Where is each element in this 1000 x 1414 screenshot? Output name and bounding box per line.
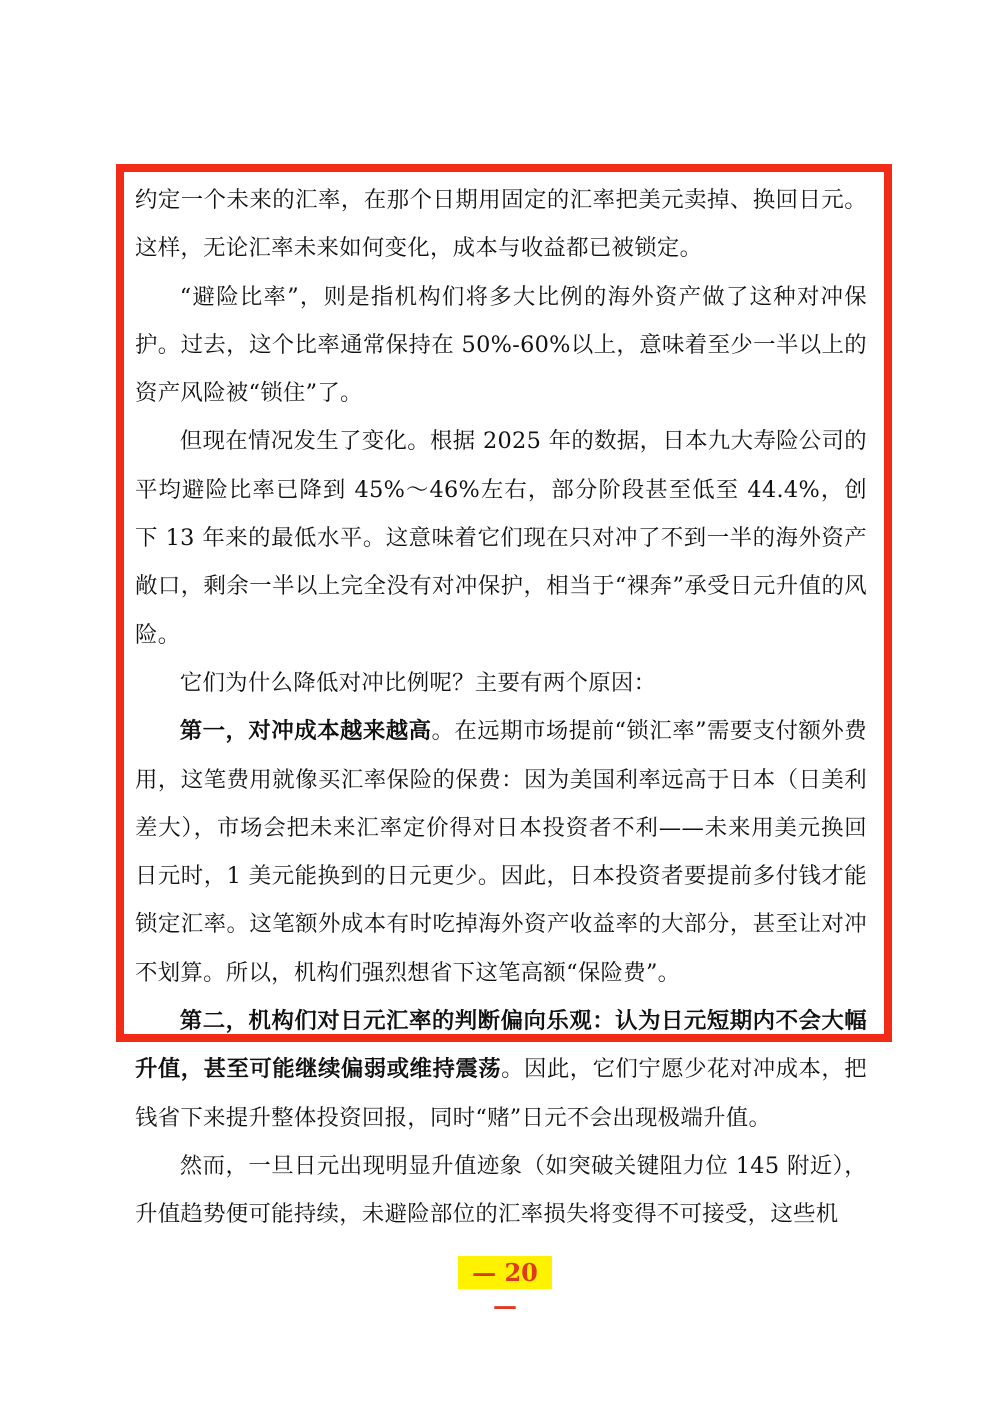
- paragraph-1-text: 约定一个未来的汇率，在那个日期用固定的汇率把美元卖掉、换回日元。这样，无论汇率未来如何变化，成本与收益都已被锁定。: [135, 187, 867, 262]
- paragraph-5: [135, 707, 867, 997]
- paragraph-2: [135, 273, 867, 418]
- paragraph-6: [135, 997, 867, 1142]
- paragraph-5-bold-lead: 第一，对冲成本越来越高: [179, 718, 432, 745]
- paragraph-6-text: 。因此，它们宁愿少花对冲成本，把钱省下来提升整体投资回报，同时“赌”日元不会出现极端升值。: [135, 1056, 867, 1131]
- paragraph-2-text: “避险比率”，则是指机构们将多大比例的海外资产做了这种对冲保护。过去，这个比率通常保持在 50%-60%以上，意味着至少一半以上的资产风险被“锁住”了。: [135, 283, 867, 407]
- paragraph-4-text: 它们为什么降低对冲比例呢？主要有两个原因：: [179, 669, 657, 696]
- paragraph-4: [135, 659, 867, 707]
- paragraph-3: [135, 417, 867, 658]
- paragraph-7: [135, 1142, 867, 1239]
- page-number: — 20 —: [458, 1256, 552, 1289]
- paragraph-3-text: 但现在情况发生了变化。根据 2025 年的数据，日本九大寿险公司的平均避险比率已降到 45%～46%左右，部分阶段甚至低至 44.4%，创下 13 年来的最低水平。这意味着它们现在只对冲了不到一半的海外资产敞口，剩余一半以上完全没有对冲保护，相当于“裸奔”承受日元升值的风险。: [135, 428, 867, 648]
- paragraph-5-text: 。在远期市场提前“锁汇率”需要支付额外费用，这笔费用就像买汇率保险的保费：因为美国利率远高于日本（日美利差大），市场会把未来汇率定价得对日本投资者不利——未来用美元换回日元时，1 美元能换到的日元更少。因此，日本投资者要提前多付钱才能锁定汇率。这笔额外成本有时吃掉海外资产收益率的大部分，甚至让对冲不划算。所以，机构们强烈想省下这笔高额“保险费”。: [135, 718, 867, 986]
- paragraph-1: [135, 176, 867, 273]
- paragraph-7-text: 然而，一旦日元出现明显升值迹象（如突破关键阻力位 145 附近），升值趋势便可能持续，未避险部位的汇率损失将变得不可接受，这些机: [135, 1152, 867, 1228]
- document-body: [135, 176, 867, 1239]
- paragraph-6-bold-lead: 第二，机构们对日元汇率的判断偏向乐观：认为日元短期内不会大幅升值，甚至可能继续偏弱或维持震荡: [135, 1008, 867, 1083]
